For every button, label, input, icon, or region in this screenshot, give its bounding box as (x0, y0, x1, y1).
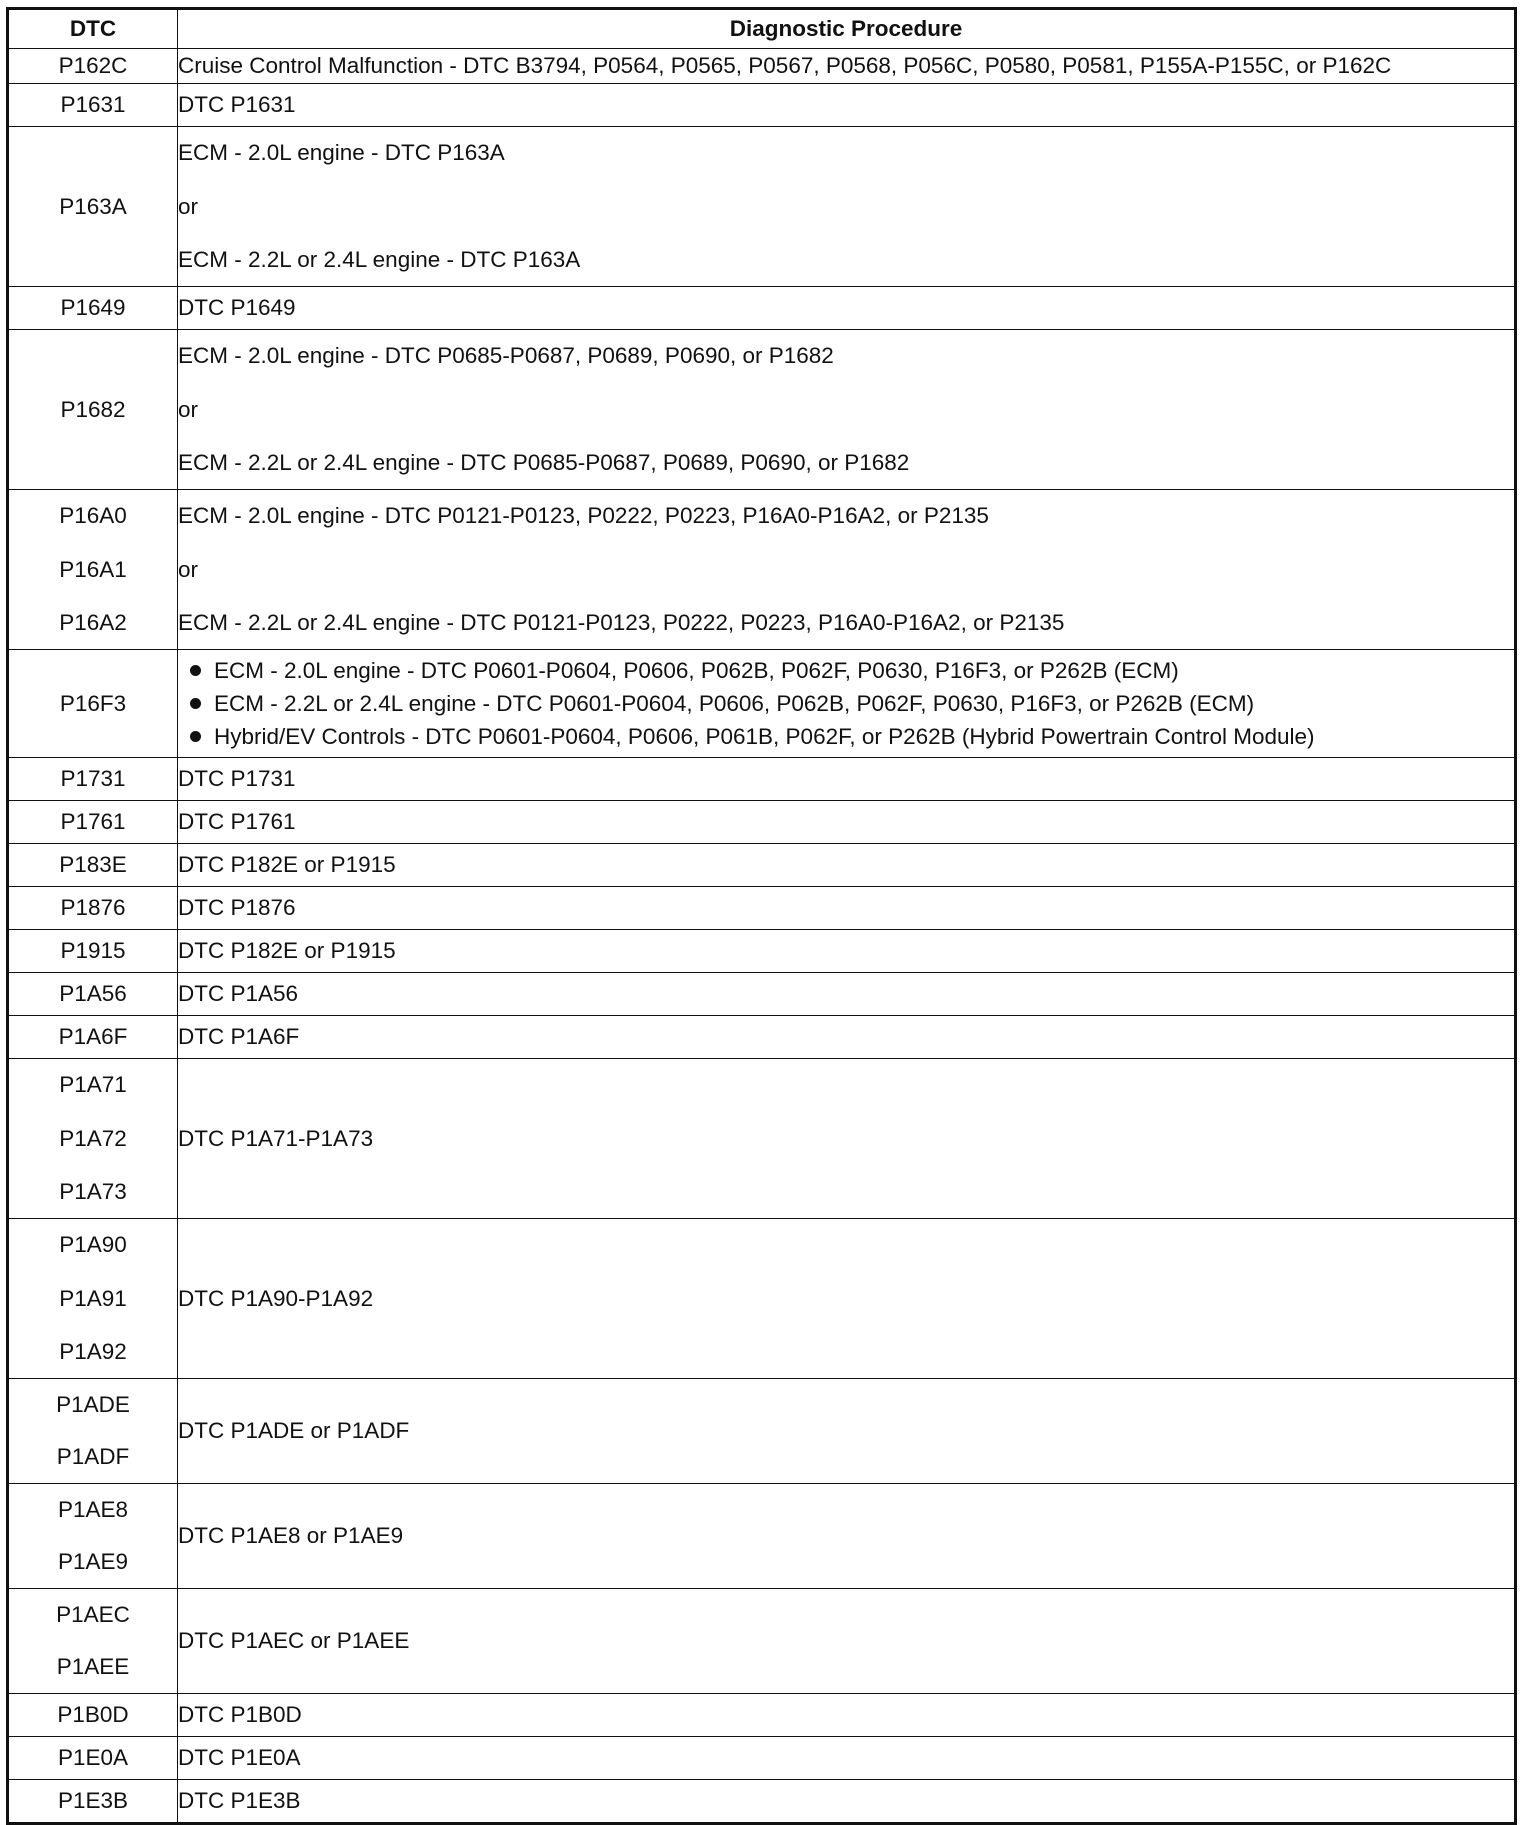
table-row (8, 1379, 1516, 1484)
dtc-code-cell (8, 1589, 178, 1694)
dtc-code-cell (8, 1737, 178, 1780)
procedure-link[interactable]: DTC P1E0A (178, 1745, 301, 1770)
dtc-code: P16A2 (59, 610, 127, 635)
procedure-cell (178, 1737, 1516, 1780)
dtc-code: P1B0D (57, 1702, 129, 1727)
procedure-link[interactable]: DTC P1A56 (178, 981, 299, 1006)
procedure-link[interactable]: ECM - 2.0L engine - DTC P0601-P0604, P0606, P062B, P062F, P0630, P16F3, or P262B (ECM) (214, 658, 1179, 683)
dtc-code-cell (8, 1780, 178, 1824)
procedure-link[interactable]: DTC P182E or P1915 (178, 852, 396, 877)
procedure-link[interactable]: ECM - 2.2L or 2.4L engine - DTC P0685-P0687, P0689, P0690, or P1682 (178, 450, 910, 475)
procedure-link[interactable]: ECM - 2.0L engine - DTC P163A (178, 140, 505, 165)
list-item (188, 687, 1514, 720)
dtc-code-cell (8, 887, 178, 930)
dtc-document (6, 7, 1514, 1825)
dtc-code: P1ADE (56, 1392, 130, 1417)
procedure-link[interactable]: DTC P1876 (178, 895, 296, 920)
procedure-separator: or (178, 194, 199, 219)
procedure-link[interactable]: DTC P182E or P1915 (178, 938, 396, 963)
dtc-code: P16F3 (59, 690, 127, 716)
procedure-link[interactable]: DTC P1A6F (178, 1024, 300, 1049)
procedure-link[interactable]: DTC P1B0D (178, 1702, 302, 1727)
dtc-code-cell (8, 801, 178, 844)
procedure-cell (178, 84, 1516, 127)
procedure-link[interactable]: DTC P1AE8 or P1AE9 (178, 1523, 404, 1548)
procedure-link[interactable]: ECM - 2.0L engine - DTC P0685-P0687, P0689, P0690, or P1682 (178, 343, 834, 368)
procedure-separator: or (178, 397, 199, 422)
table-row (8, 1589, 1516, 1694)
procedure-cell (178, 758, 1516, 801)
procedure-link[interactable]: DTC P1AEC or P1AEE (178, 1628, 410, 1653)
dtc-code: P1E3B (57, 1788, 129, 1813)
table-row (8, 1059, 1516, 1219)
dtc-code-cell (8, 1219, 178, 1379)
dtc-code: P1A56 (59, 981, 127, 1006)
dtc-code: P1649 (60, 295, 126, 320)
procedure-link[interactable]: ECM - 2.2L or 2.4L engine - DTC P0601-P0604, P0606, P062B, P062F, P0630, P16F3, or P262B (ECM) (214, 691, 1255, 716)
dtc-code: P1A90 (59, 1232, 127, 1257)
dtc-code: P1631 (60, 92, 126, 117)
dtc-table (6, 7, 1517, 1825)
procedure-link[interactable]: ECM - 2.2L or 2.4L engine - DTC P0121-P0123, P0222, P0223, P16A0-P16A2, or P2135 (178, 610, 1065, 635)
procedure-link[interactable]: DTC P1A90-P1A92 (178, 1285, 374, 1311)
dtc-code: P1A91 (59, 1286, 127, 1311)
table-row (8, 801, 1516, 844)
dtc-code-cell (8, 1059, 178, 1219)
procedure-bullet-list (178, 650, 1514, 757)
dtc-code: P16A1 (59, 557, 127, 582)
procedure-cell (178, 490, 1516, 650)
procedure-link[interactable]: DTC P1A71-P1A73 (178, 1125, 374, 1151)
dtc-code: P16A0 (59, 503, 127, 528)
table-row (8, 930, 1516, 973)
dtc-code: P1915 (60, 938, 126, 963)
procedure-cell (178, 1694, 1516, 1737)
dtc-code-cell (8, 930, 178, 973)
table-row (8, 49, 1516, 84)
table-row (8, 330, 1516, 490)
table-row (8, 490, 1516, 650)
header-dtc: DTC (8, 9, 178, 49)
dtc-code-cell (8, 1484, 178, 1589)
dtc-code: P1AE9 (57, 1549, 129, 1574)
procedure-cell (178, 1379, 1516, 1484)
table-row (8, 1780, 1516, 1824)
dtc-code: P1A71 (59, 1072, 127, 1097)
header-diagnostic-procedure: Diagnostic Procedure (178, 9, 1516, 49)
dtc-code: P1731 (60, 766, 126, 791)
procedure-cell (178, 844, 1516, 887)
dtc-code: P1E0A (57, 1745, 129, 1770)
procedure-cell (178, 49, 1516, 84)
table-row (8, 127, 1516, 287)
procedure-link[interactable]: DTC P1631 (178, 92, 296, 117)
procedure-link[interactable]: DTC P1ADE or P1ADF (178, 1418, 410, 1443)
dtc-code-cell (8, 1379, 178, 1484)
procedure-cell (178, 887, 1516, 930)
procedure-link[interactable]: ECM - 2.0L engine - DTC P0121-P0123, P0222, P0223, P16A0-P16A2, or P2135 (178, 503, 989, 528)
dtc-code: P162C (58, 53, 128, 78)
dtc-code: P1AE8 (57, 1497, 129, 1522)
table-row (8, 1219, 1516, 1379)
procedure-link[interactable]: DTC P1649 (178, 295, 296, 320)
procedure-link[interactable]: Cruise Control Malfunction - DTC B3794, P0564, P0565, P0567, P0568, P056C, P0580, P0581, P155A-P155C, or P162C (178, 53, 1392, 78)
procedure-cell (178, 1484, 1516, 1589)
dtc-code: P1A73 (59, 1179, 127, 1204)
dtc-code-cell (8, 490, 178, 650)
dtc-code-cell (8, 49, 178, 84)
list-item (188, 654, 1514, 687)
dtc-code-cell (8, 844, 178, 887)
table-row (8, 1484, 1516, 1589)
procedure-cell (178, 287, 1516, 330)
dtc-code-cell (8, 84, 178, 127)
dtc-code: P1ADF (56, 1444, 130, 1469)
list-item (188, 720, 1514, 753)
dtc-code: P1A92 (59, 1339, 127, 1364)
procedure-link[interactable]: DTC P1731 (178, 766, 296, 791)
procedure-separator: or (178, 557, 199, 582)
table-row (8, 287, 1516, 330)
procedure-cell (178, 330, 1516, 490)
dtc-code-cell (8, 973, 178, 1016)
procedure-cell (178, 801, 1516, 844)
dtc-code: P1A72 (59, 1126, 127, 1151)
bullet-icon (190, 698, 201, 709)
table-row (8, 887, 1516, 930)
table-row (8, 84, 1516, 127)
dtc-code: P163A (59, 193, 127, 219)
procedure-cell (178, 1589, 1516, 1694)
dtc-code-cell (8, 650, 178, 758)
table-row (8, 1694, 1516, 1737)
dtc-code: P183E (59, 852, 127, 877)
dtc-code-cell (8, 758, 178, 801)
procedure-link[interactable]: DTC P1761 (178, 809, 296, 834)
procedure-cell (178, 930, 1516, 973)
dtc-code-cell (8, 1016, 178, 1059)
procedure-cell (178, 1016, 1516, 1059)
procedure-link[interactable]: DTC P1E3B (178, 1788, 301, 1813)
table-row (8, 1737, 1516, 1780)
procedure-cell (178, 1059, 1516, 1219)
dtc-code-cell (8, 1694, 178, 1737)
table-header-row (8, 9, 1516, 49)
procedure-link[interactable]: ECM - 2.2L or 2.4L engine - DTC P163A (178, 247, 581, 272)
dtc-code: P1AEC (56, 1602, 130, 1627)
table-row (8, 844, 1516, 887)
bullet-icon (190, 665, 201, 676)
dtc-code: P1A6F (58, 1024, 128, 1049)
procedure-cell (178, 1219, 1516, 1379)
dtc-code: P1AEE (56, 1654, 130, 1679)
procedure-cell (178, 973, 1516, 1016)
dtc-code-cell (8, 287, 178, 330)
procedure-cell (178, 1780, 1516, 1824)
table-row (8, 650, 1516, 758)
procedure-link[interactable]: Hybrid/EV Controls - DTC P0601-P0604, P0606, P061B, P062F, or P262B (Hybrid Powertrain Control Module) (214, 724, 1315, 749)
table-row (8, 973, 1516, 1016)
dtc-code: P1761 (60, 809, 126, 834)
dtc-code: P1682 (60, 396, 126, 422)
dtc-code-cell (8, 127, 178, 287)
dtc-code: P1876 (60, 895, 126, 920)
table-row (8, 1016, 1516, 1059)
procedure-cell (178, 127, 1516, 287)
bullet-icon (190, 731, 201, 742)
procedure-cell (178, 650, 1516, 758)
dtc-code-cell (8, 330, 178, 490)
table-row (8, 758, 1516, 801)
